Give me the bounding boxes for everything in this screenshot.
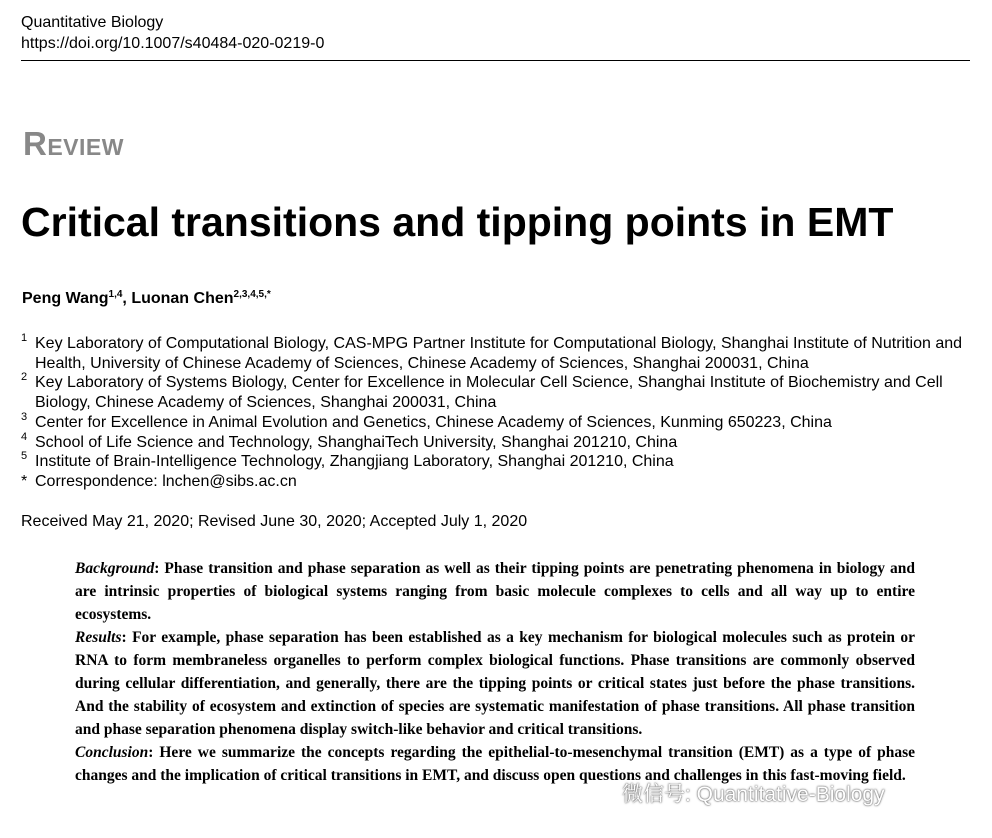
affiliation-item <box>21 334 973 373</box>
abstract <box>75 557 915 787</box>
journal-name: Quantitative Biology <box>21 14 164 31</box>
author-affiliation-marks: 2,3,4,5,* <box>233 289 271 300</box>
affiliation-number: 4 <box>21 430 28 443</box>
affiliation-text: School of Life Science and Technology, ShanghaiTech University, Shanghai 201210, China <box>35 433 678 451</box>
article-type: Review <box>23 125 124 162</box>
wechat-icon <box>590 782 616 804</box>
abstract-text: : For example, phase separation has been established as a key mechanism for biological molecules such as protein or RNA to form membraneless organelles to perform complex biological functions. Phase transitions are commonly observed during cellular differentiation, and generally, there are the tipping points or critical states just before the phase transitions. And the stability of ecosystem and extinction of species are systematic manifestation of phase transitions. All phase transition and phase separation phenomena display switch-like behavior and critical transitions. <box>75 629 915 738</box>
affiliation-number: 3 <box>21 410 28 423</box>
abstract-results <box>75 626 915 741</box>
correspondence-mark: * <box>21 472 28 490</box>
affiliation-item <box>21 452 973 472</box>
abstract-label: Conclusion <box>75 744 149 761</box>
affiliation-number: 2 <box>21 371 28 384</box>
abstract-background <box>75 557 915 626</box>
author-name: Peng Wang <box>22 290 109 307</box>
correspondence-item <box>21 472 973 492</box>
abstract-text: : Phase transition and phase separation as well as their tipping points are penetrating phenomena in biology and are intrinsic properties of biological systems ranging from basic molecule complexes to cells and all way up to entire ecosystems. <box>75 560 915 623</box>
affiliation-text: Center for Excellence in Animal Evolution and Genetics, Chinese Academy of Sciences, Kunming 650223, China <box>35 413 832 431</box>
affiliation-text: Key Laboratory of Computational Biology, CAS-MPG Partner Institute for Computational Biology, Shanghai Institute of Nutrition and Health, University of Chinese Academy of Sciences, Chinese Academy of Sciences, Shanghai 200031, China <box>35 335 963 372</box>
affiliation-item <box>21 373 973 412</box>
affiliation-text: Key Laboratory of Systems Biology, Center for Excellence in Molecular Cell Science, Shanghai Institute of Biochemistry and Cell Biology, Chinese Academy of Sciences, Shanghai 200031, China <box>35 374 943 412</box>
abstract-text: : Here we summarize the concepts regarding the epithelial-to-mesenchymal transition (EMT) as a type of phase changes and the implication of critical transitions in EMT, and discuss open questions and challenges in this fast-moving field. <box>75 744 915 784</box>
header-divider <box>21 60 970 61</box>
journal-header <box>21 12 324 54</box>
doi-link[interactable]: https://doi.org/10.1007/s40484-020-0219-0 <box>21 35 325 52</box>
watermark-text: 微信号: Quantitative-Biology <box>622 783 885 806</box>
abstract-label: Results <box>75 629 122 646</box>
affiliation-item <box>21 430 973 453</box>
affiliation-text: Institute of Brain-Intelligence Technology, Zhangjiang Laboratory, Shanghai 201210, China <box>35 453 674 471</box>
author-list <box>22 288 271 310</box>
author-name: Luonan Chen <box>131 290 234 307</box>
abstract-label: Background <box>75 560 155 577</box>
correspondence-text[interactable]: Correspondence: lnchen@sibs.ac.cn <box>35 472 297 490</box>
affiliation-list <box>21 334 973 492</box>
author-affiliation-marks: 1,4 <box>108 289 123 300</box>
affiliation-number: 1 <box>21 332 28 344</box>
affiliation-item <box>21 410 973 433</box>
article-title: Critical transitions and tipping points in EMT <box>21 199 894 245</box>
wechat-watermark <box>590 778 885 808</box>
affiliation-number: 5 <box>21 450 28 463</box>
author-separator: , <box>122 290 132 307</box>
publication-dates: Received May 21, 2020; Revised June 30, 2020; Accepted July 1, 2020 <box>21 513 528 530</box>
